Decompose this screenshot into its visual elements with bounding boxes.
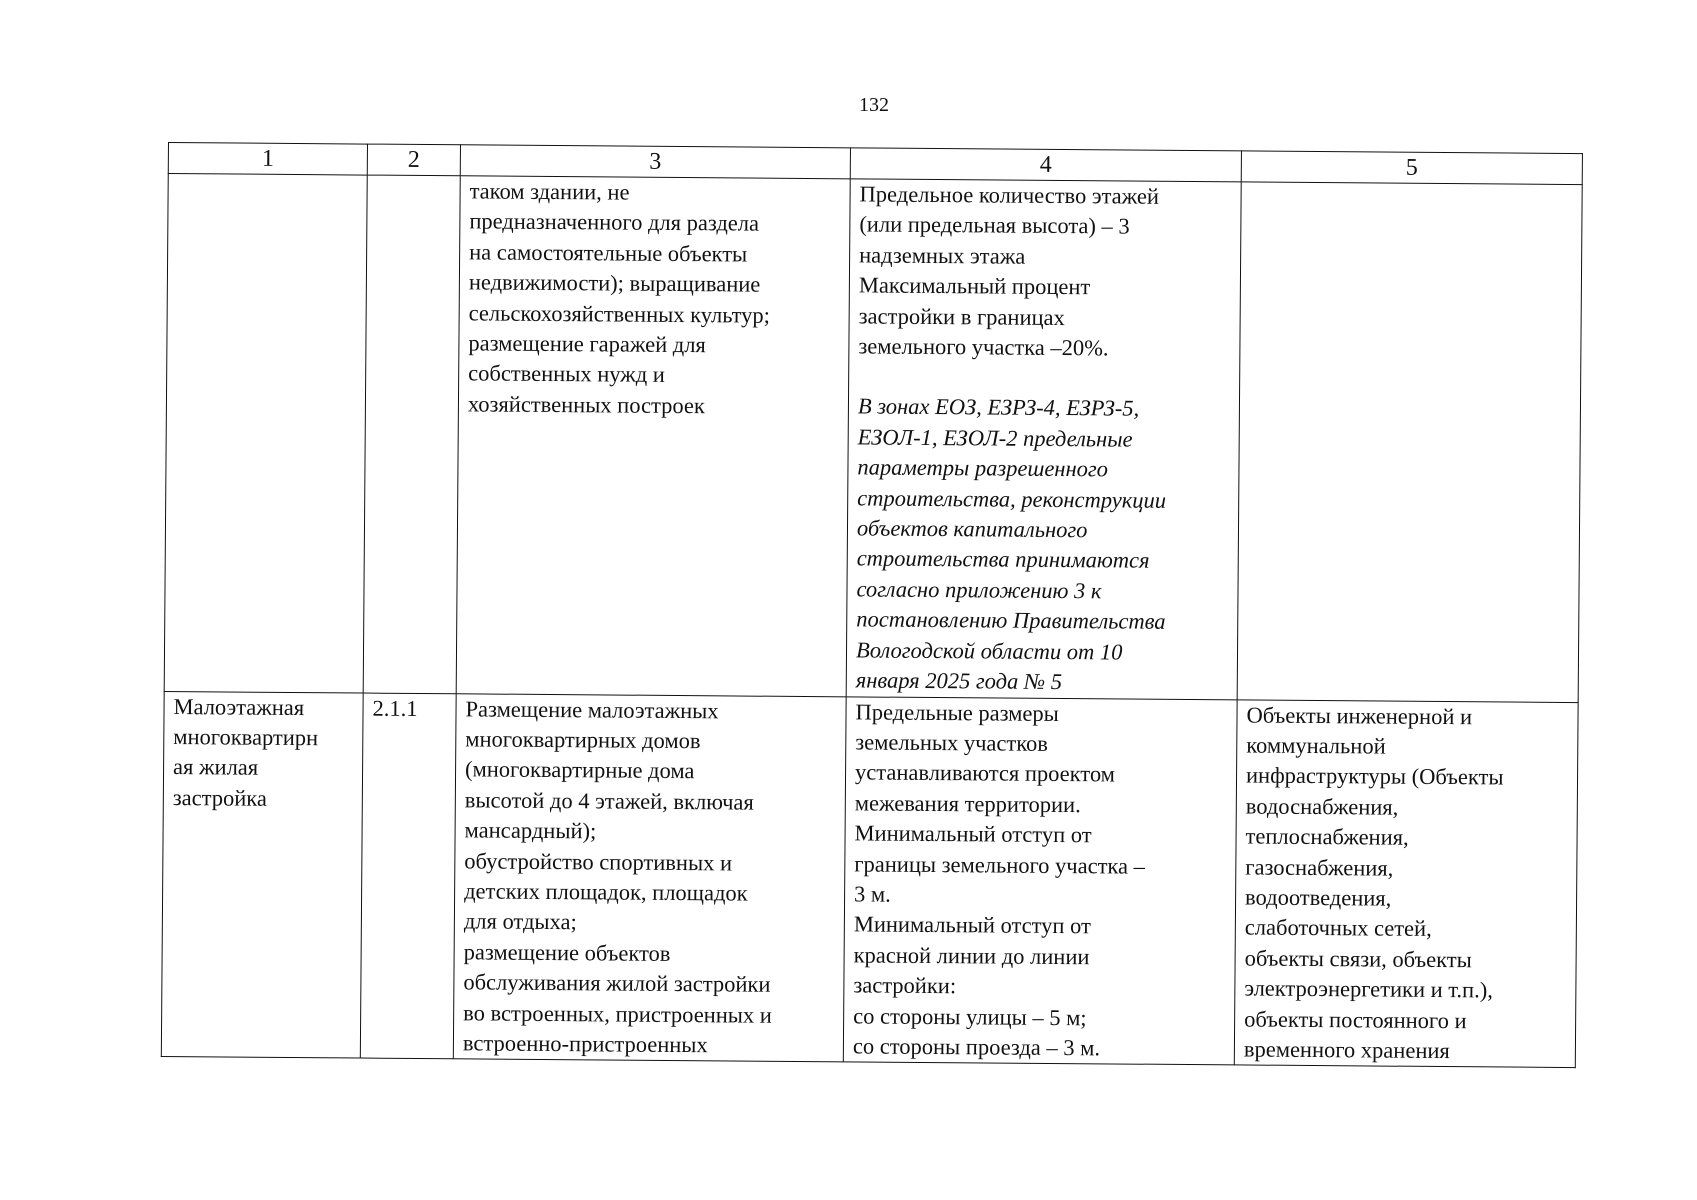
row1-description-line: хозяйственных построек (467, 391, 705, 419)
row2-auxiliary-line: электроэнергетики и т.п.), (1244, 975, 1494, 1003)
row1-parameters-line: застройки в границах (858, 303, 1065, 330)
row1-description-line: недвижимости); выращивание (468, 269, 761, 297)
row2-parameters-line: межевания территории. (854, 790, 1081, 817)
row2-description-line: детских площадок, площадок (464, 878, 748, 906)
row2-use-name-line: застройка (172, 784, 268, 811)
row2-description-line: размещение объектов (463, 939, 671, 966)
paragraph-gap (858, 362, 1230, 395)
row2-description-cell (453, 693, 846, 1062)
row1-description-cell (456, 176, 850, 697)
row1-description-line: предназначенного для раздела (469, 208, 760, 237)
row1-parameters-line: Предельное количество этажей (859, 181, 1160, 209)
row1-parameters-line: Максимальный процент (858, 272, 1091, 300)
row1-zone-note-line: постановлению Правительства (856, 606, 1166, 635)
row1-parameters-cell (846, 179, 1241, 700)
row2-description-line: Размещение малоэтажных (465, 695, 719, 723)
table-row (164, 174, 1582, 703)
regulations-table-wrapper (161, 142, 1582, 1068)
row1-description-line: сельскохозяйственных культур; (468, 299, 771, 328)
row2-auxiliary-line: инфраструктуры (Объекты (1245, 762, 1504, 790)
row1-use-name-cell (164, 174, 367, 693)
row2-auxiliary-line: объекты постоянного и (1244, 1006, 1467, 1033)
row1-zone-note-line: параметры разрешенного (857, 454, 1109, 482)
row2-description-line: обслуживания жилой застройки (463, 969, 771, 997)
row2-auxiliary-line: Объекты инженерной и (1246, 701, 1473, 729)
row2-parameters-line: границы земельного участка – (854, 850, 1146, 879)
row2-parameters-line: со стороны проезда – 3 м. (852, 1033, 1101, 1061)
row2-description-line: мансардный); (464, 817, 597, 844)
row2-description-line: во встроенных, пристроенных и (463, 999, 772, 1028)
column-header-1: 1 (168, 143, 367, 176)
row2-parameters-line: застройки: (853, 972, 957, 999)
column-header-2: 2 (367, 144, 460, 176)
row1-zone-note-line: Вологодской области от 10 (855, 637, 1123, 665)
row2-auxiliary-line: теплоснабжения, (1245, 823, 1409, 850)
row1-parameters-line: надземных этажа (859, 242, 1026, 269)
row2-parameters-line: Минимальный отступ от (854, 820, 1092, 848)
row2-auxiliary-line: водоснабжения, (1245, 793, 1399, 820)
row1-zone-note-line: объектов капитального (856, 515, 1088, 543)
row1-description-line: размещение гаражей для (468, 330, 706, 358)
row2-description-line: для отдыха; (463, 908, 577, 935)
page-number: 132 (859, 94, 889, 116)
row2-parameters-line: красной линии до линии (853, 942, 1090, 970)
column-header-3: 3 (460, 145, 850, 179)
row1-code-cell (363, 175, 460, 693)
row2-parameters-line: земельных участков (855, 729, 1049, 756)
row2-parameters-line: Предельные размеры (855, 698, 1059, 726)
row2-description-line: обустройство спортивных и (464, 847, 733, 875)
row2-auxiliary-line: временного хранения (1243, 1036, 1450, 1064)
row2-use-name-line: ая жилая (172, 754, 259, 781)
row2-parameters-line: Минимальный отступ от (853, 911, 1091, 939)
regulations-table (161, 142, 1583, 1068)
row2-description-line: высотой до 4 этажей, включая (464, 787, 754, 815)
row2-auxiliary-line: водоотведения, (1245, 884, 1392, 911)
row1-auxiliary-uses-cell (1237, 182, 1582, 702)
row2-use-name-line: многоквартирн (173, 723, 319, 751)
row2-parameters-line: устанавливаются проектом (854, 759, 1116, 787)
column-header-5: 5 (1241, 151, 1582, 185)
row1-zone-note-line: В зонах ЕОЗ, ЕЗРЗ-4, ЕЗРЗ-5, (857, 393, 1140, 422)
row2-parameters-cell (843, 696, 1237, 1065)
row2-auxiliary-uses-cell (1234, 699, 1578, 1068)
row2-auxiliary-line: коммунальной (1246, 732, 1386, 759)
column-header-4: 4 (850, 148, 1241, 182)
row2-parameters-line: со стороны улицы – 5 м; (853, 1002, 1087, 1030)
row2-code-cell: 2.1.1 (360, 693, 456, 1060)
row1-zone-note-line: января 2025 года № 5 (855, 667, 1063, 695)
row1-zone-note-line: ЕЗОЛ-1, ЕЗОЛ-2 предельные (857, 424, 1133, 452)
row2-use-name-cell (161, 691, 363, 1058)
row1-zone-note-line: строительства принимаются (856, 545, 1150, 574)
row2-description-line: многоквартирных домов (465, 726, 701, 754)
row1-parameters-line: земельного участка –20%. (858, 333, 1109, 361)
row1-description-line: на самостоятельные объекты (469, 239, 748, 267)
row2-auxiliary-line: газоснабжения, (1245, 854, 1394, 881)
row2-description-line: встроенно-пристроенных (462, 1030, 708, 1058)
row1-description-line: таком здании, не (469, 178, 630, 205)
row1-zone-note-line: согласно приложению 3 к (856, 576, 1102, 604)
row1-description-line: собственных нужд и (468, 360, 666, 388)
row1-parameters-line: (или предельная высота) – 3 (859, 211, 1130, 239)
row2-auxiliary-line: объекты связи, объекты (1244, 945, 1472, 973)
row2-description-line: (многоквартирные дома (464, 756, 695, 784)
table-row (161, 691, 1578, 1068)
row2-use-name-line: Малоэтажная (173, 693, 305, 720)
row2-auxiliary-line: слаботочных сетей, (1244, 914, 1432, 942)
row1-zone-note-line: строительства, реконструкции (857, 485, 1167, 513)
row2-parameters-line: 3 м. (854, 881, 891, 907)
